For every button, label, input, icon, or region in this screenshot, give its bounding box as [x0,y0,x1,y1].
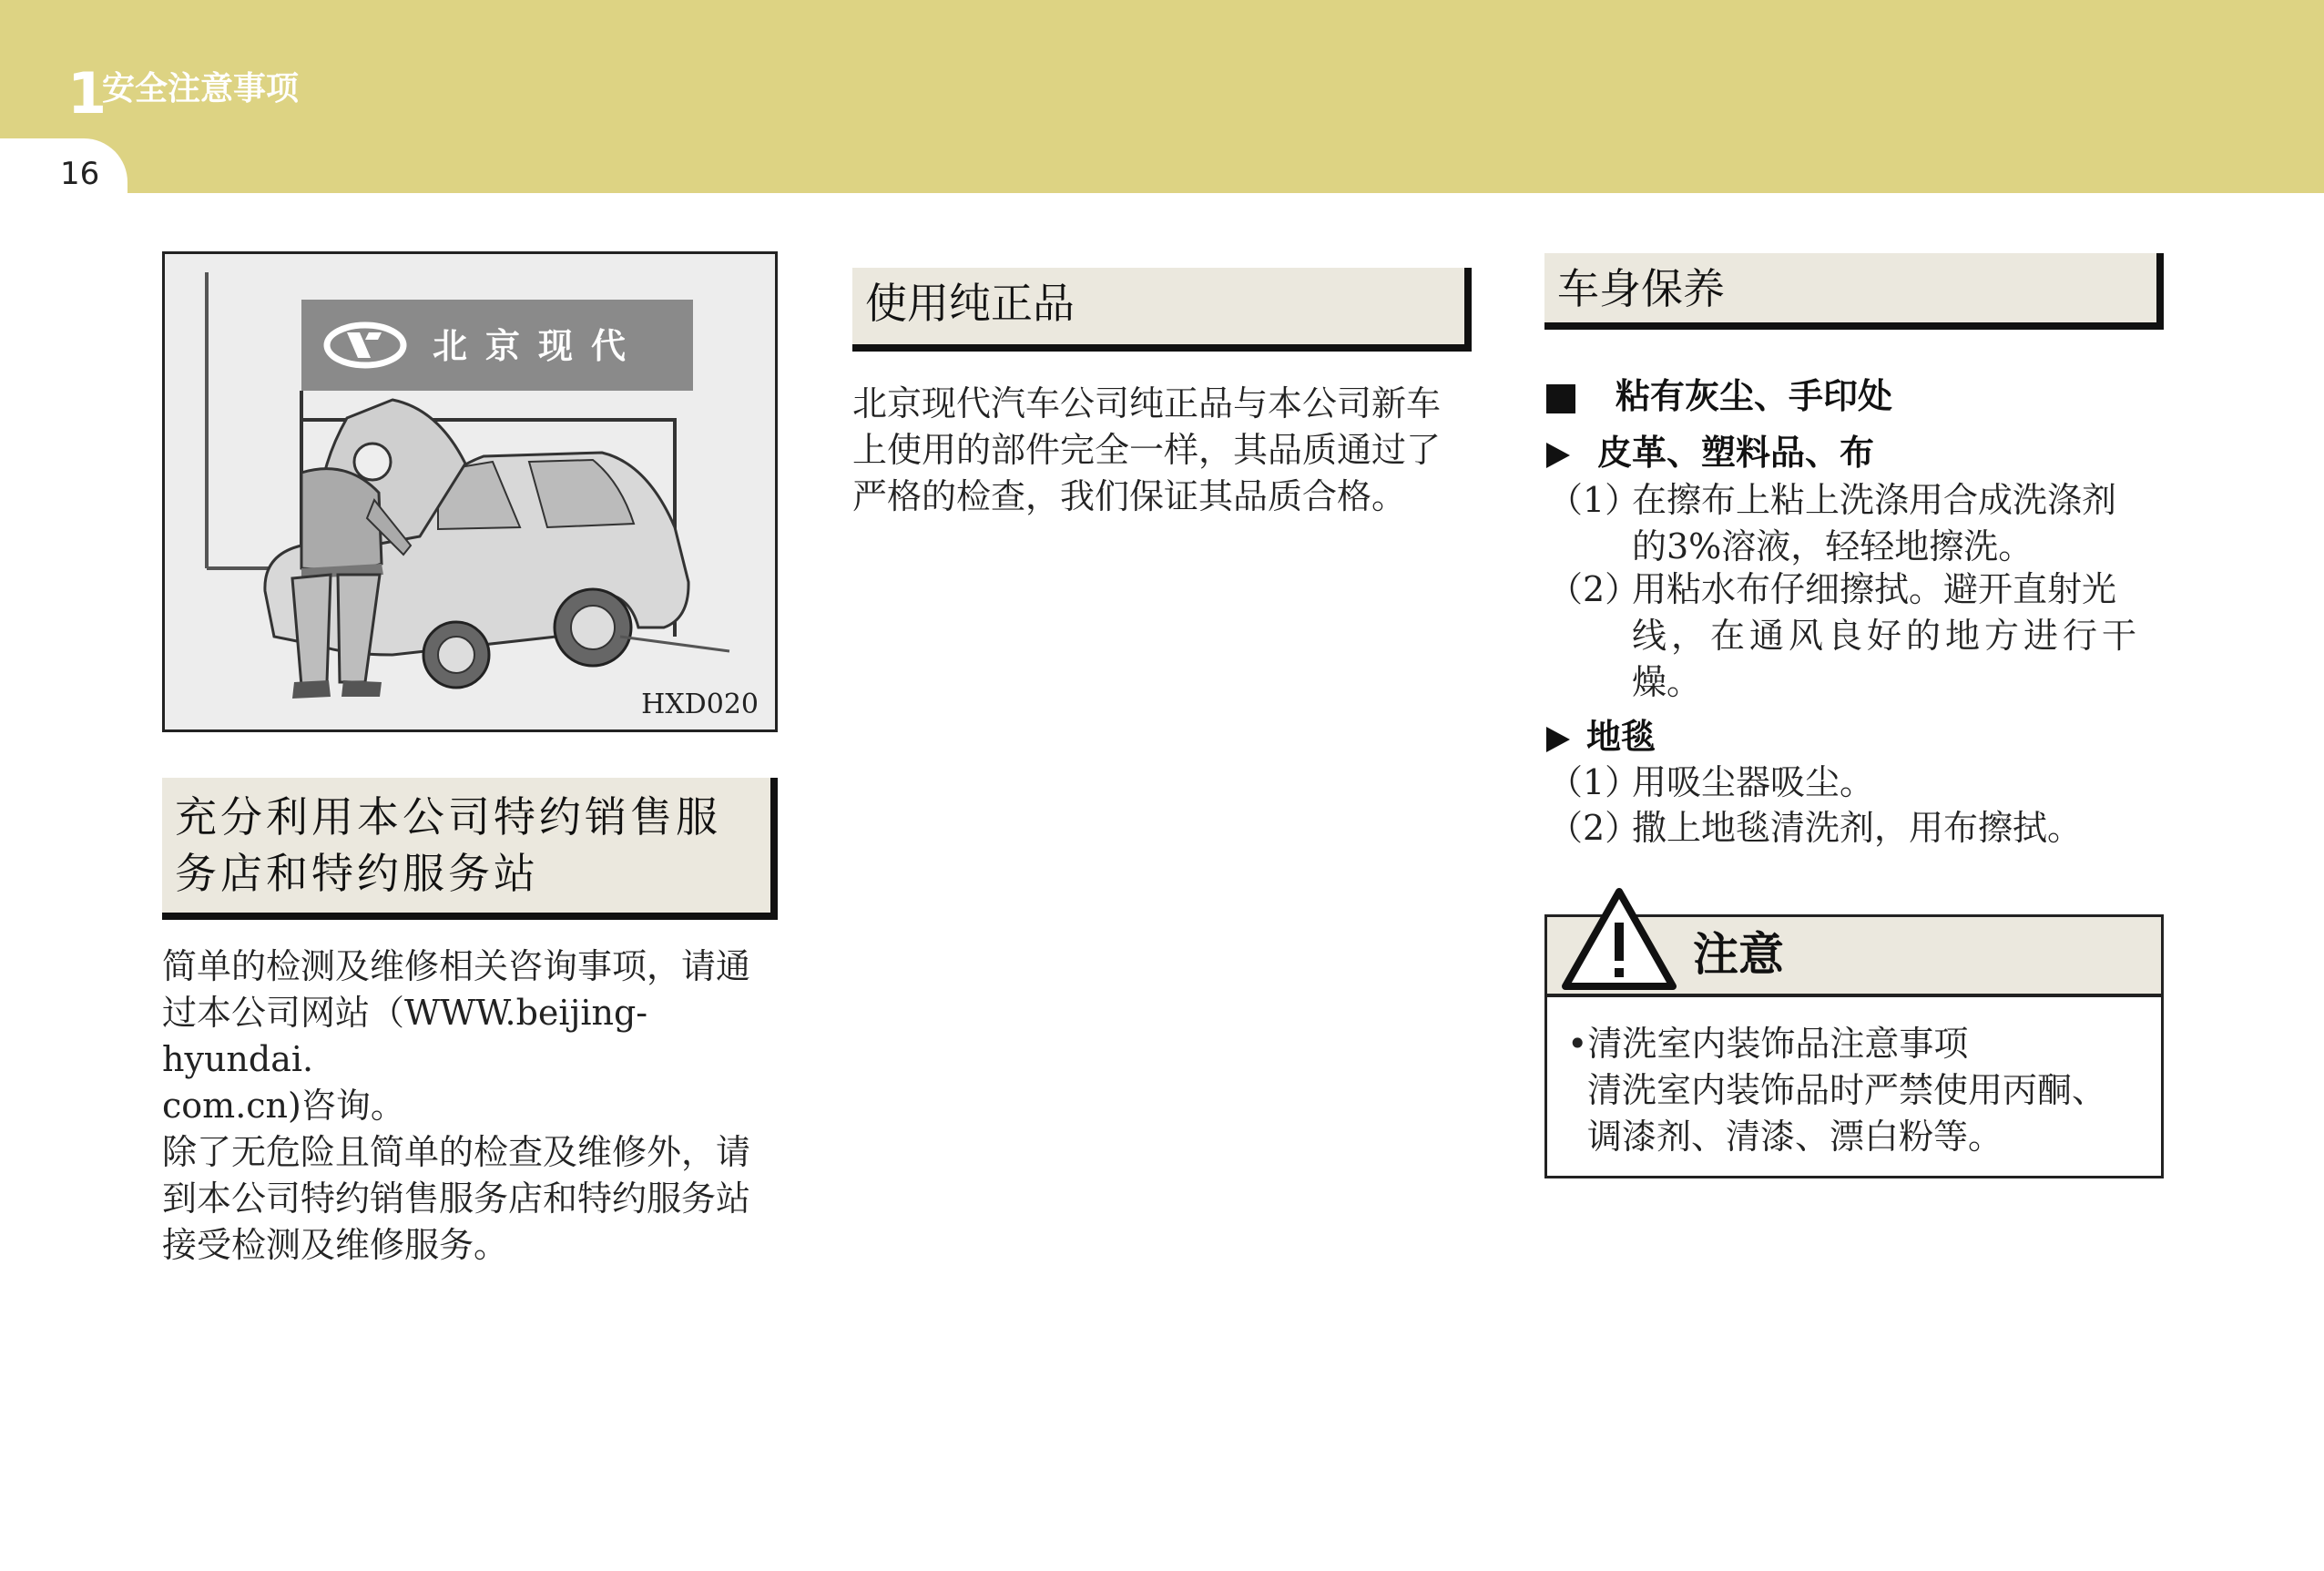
step-text: 在擦布上粘上洗涤用合成洗涤剂 [1632,480,2117,520]
text-line: 除了无危险且简单的检查及维修外，请 [162,1132,751,1172]
leather-step-2 [1548,566,2176,706]
genuine-parts-paragraph [852,381,1472,520]
step-number: （2） [1548,569,1640,609]
figure-code: HXD020 [641,689,759,720]
text-line: 接受检测及维修服务。 [162,1225,509,1265]
caution-line: 调漆剂、清漆、漂白粉等。 [1587,1117,2003,1157]
leather-plastic-label: 皮革、塑料品、布 [1597,433,1875,473]
chapter-number: 1 [67,60,107,127]
carpet-step-1 [1548,760,2176,806]
step-text: 用吸尘器吸尘。 [1632,762,1875,802]
section-title-line: 充分利用本公司特约销售服 [175,792,721,842]
chapter-title: 安全注意事项 [102,69,300,107]
dust-heading [1546,376,1893,416]
step-text: 线，在通风良好的地方进行干 [1632,616,2142,656]
carpet-label: 地毯 [1586,717,1656,757]
service-illustration [162,251,778,732]
step-number: （1） [1548,480,1640,520]
sign-text: 北京现代 [433,326,645,366]
step-text: 的3%溶液，轻轻地擦洗。 [1632,526,2034,566]
caution-box [1544,914,2164,1178]
carpet-step-2 [1548,805,2176,852]
leather-step-1 [1548,477,2176,570]
carpet-heading [1546,717,1656,757]
step-text: 撒上地毯清洗剂，用布擦拭。 [1632,808,2083,848]
text-line: 到本公司特约销售服务店和特约服务站 [162,1178,751,1219]
header-band [0,0,2324,193]
caution-line [1567,1021,2150,1067]
leather-plastic-heading [1546,433,1875,473]
warning-triangle-icon [1560,886,1678,992]
dust-heading-label: 粘有灰尘、手印处 [1616,376,1893,416]
page-number: 16 [60,156,100,192]
triangle-bullet-icon [1546,727,1570,752]
text-line: com.cn)咨询。 [162,1086,405,1126]
section-title-line: 务店和特约服务站 [175,849,539,898]
section-title-genuine-parts: 使用纯正品 [852,268,1472,352]
triangle-bullet-icon [1546,443,1570,468]
section-title-service-stations [162,778,778,920]
caution-label: 注意 [1693,928,1784,981]
car-service-drawing [165,254,775,729]
text-line: 上使用的部件完全一样，其品质通过了 [852,430,1442,470]
square-bullet-icon [1546,384,1575,413]
section-title-body-care: 车身保养 [1544,253,2164,330]
step-text: 燥。 [1632,662,1702,702]
caution-text [1567,1021,2150,1160]
caution-line: 清洗室内装饰品时严禁使用丙酮、 [1587,1070,2107,1110]
text-line: 严格的检查，我们保证其品质合格。 [852,476,1407,516]
step-text: 用粘水布仔细擦拭。避开直射光 [1632,569,2117,609]
step-number: （2） [1548,808,1640,848]
bullet-icon: • [1567,1024,1588,1064]
caution-line-text: 清洗室内装饰品注意事项 [1587,1024,1969,1064]
text-line: 北京现代汽车公司纯正品与本公司新车 [852,383,1442,423]
step-number: （1） [1548,762,1640,802]
text-line: 简单的检测及维修相关咨询事项，请通 [162,946,751,986]
text-line: 过本公司网站（WWW.beijing-hyundai. [162,993,648,1079]
service-paragraph [162,944,790,1269]
